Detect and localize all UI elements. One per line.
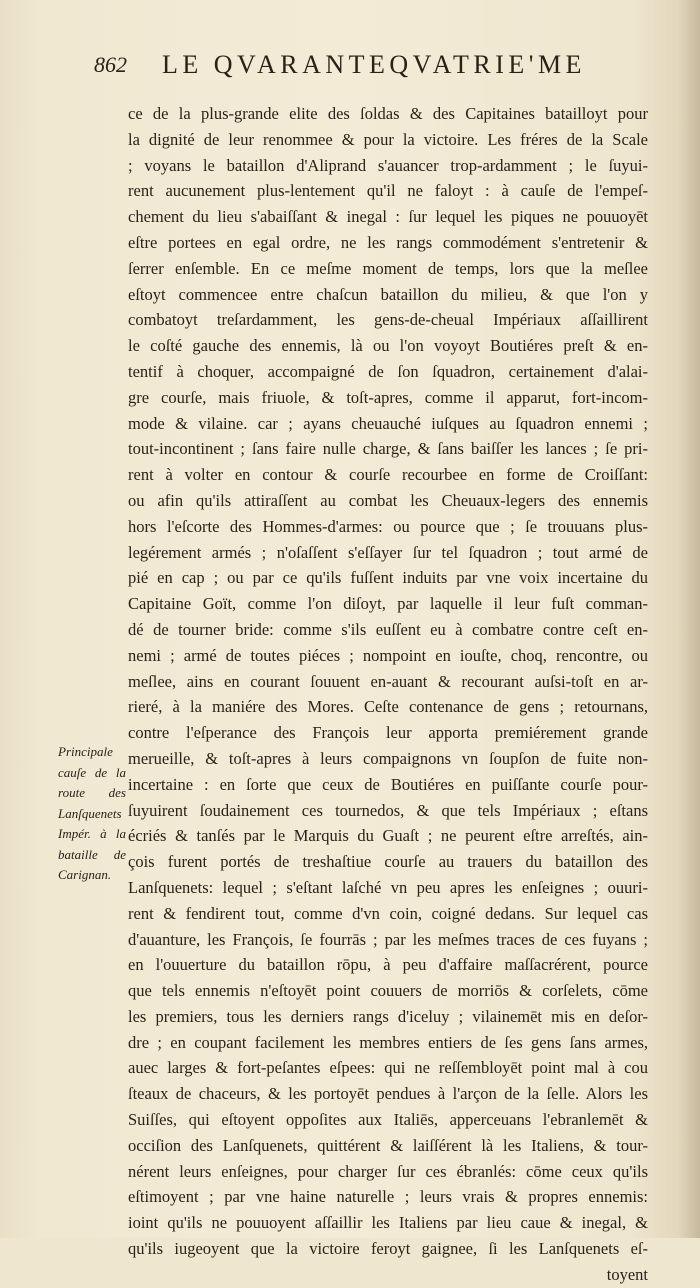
text-line: tout-incontinent ; ſans faire nulle charge, & ſans baiſſer les lances ; ſe pri- — [128, 439, 648, 459]
text-line: combatoyt treſardamment, les gens-de-cheual Impériaux aſſaillirent — [128, 310, 648, 330]
text-line: ſteaux de chaceurs, & les portoyēt pendues à l'arçon de la ſelle. Alors les — [128, 1084, 648, 1104]
text-line: le coſté gauche des ennemis, là ou l'on voyoyt Boutiéres preſt & en- — [128, 336, 648, 356]
margin-note-line: Principale — [58, 744, 113, 759]
text-line: contre l'eſperance des François leur apporta premiérement grande — [128, 723, 648, 743]
page-number: 862 — [94, 52, 127, 77]
text-line: rent à volter en contour & courſe recourbee en forme de Croiſſant: — [128, 465, 648, 485]
text-line: ſuyuirent ſoudainement ces tournedos, & que tels Impériaux ; eſtans — [128, 800, 648, 820]
text-line: eſtre portees en egal ordre, ne les rangs commodément s'entretenir & — [128, 232, 648, 252]
text-line: incertaine : en ſorte que ceux de Boutiéres en puiſſante courſe pour- — [128, 774, 648, 794]
page-header — [94, 46, 654, 86]
margin-note-line: Lanſquenets — [58, 805, 122, 821]
text-line: merueille, & toſt-apres à leurs compaignons vn ſoupſon de fuite non- — [128, 748, 648, 768]
margin-note-line: bataille de — [58, 846, 126, 862]
text-line: çois furent portés de treshaſtiue courſe au trauers du bataillon des — [128, 852, 648, 872]
text-line: Suiſſes, qui eſtoyent oppoſites aux Italiēs, apperceuans l'ebranlemēt & — [128, 1110, 648, 1130]
text-line: rent & fendirent tout, comme d'vn coin, coigné dedans. Sur lequel cas — [128, 903, 648, 923]
text-line: ce de la plus-grande elite des ſoldas & des Capitaines batailloyt pour — [128, 104, 648, 123]
text-line: que tels ennemis n'eſtoyēt point couuers de morriōs & corſelets, cōme — [128, 981, 648, 1001]
margin-note-line: cauſe de la — [58, 764, 126, 780]
margin-note — [58, 742, 126, 886]
text-line: nemi ; armé de toutes piéces ; nompoint en iouſte, choq, rencontre, ou — [128, 645, 648, 665]
text-line: chement du lieu s'abaiſſant & inegal : ſur lequel les piques ne pouuoyēt — [128, 207, 648, 227]
text-line: mode & vilaine. car ; ayans cheuauché iuſques au ſquadron ennemi ; — [128, 413, 648, 433]
text-line: ioint qu'ils ne pouuoyent aſſaillir les Italiens par lieu caue & inegal, & — [128, 1213, 648, 1233]
text-line: dé de tourner bride: comme s'ils euſſent eu à combatre contre ceſt en- — [128, 619, 648, 639]
text-line: tentif à choquer, accompaigné de ſon ſquadron, certainement d'alai- — [128, 361, 648, 381]
text-line: legérement armés ; n'oſaſſent s'eſſayer ſur tel ſquadron ; tout armé de — [128, 542, 648, 562]
body-text — [128, 101, 648, 1288]
text-line: dre ; en coupant facilement les membres entiers de ſes gens ſans armes, — [128, 1032, 648, 1052]
text-line: nérent leurs enſeignes, pour charger ſur ces ébranlés: cōme ceux qu'ils — [128, 1161, 648, 1181]
text-line: les premiers, tous les derniers rangs d'iceluy ; vilainemēt mis en deſor- — [128, 1006, 648, 1026]
text-line: écriés & tanſés par le Marquis du Guaſt ; ne peurent eſtre arreſtés, ain- — [128, 826, 648, 846]
text-line: qu'ils iugeoyent que la victoire feroyt gaignee, ſi les Lanſquenets eſ- — [128, 1239, 648, 1259]
running-title: LE QVARANTEQVATRIE'ME — [162, 50, 586, 79]
text-line: rieré, à la maniére des Mores. Ceſte contenance de gens ; retournans, — [128, 697, 648, 717]
text-line: ou afin qu'ils attiraſſent au combat les Cheuaux-legers des ennemis — [128, 490, 648, 510]
page-edge-shadow — [678, 0, 700, 1238]
text-line: Capitaine Goït, comme l'on diſoyt, par laquelle il leur fuſt comman- — [128, 594, 648, 614]
text-line: ; voyans le bataillon d'Aliprand s'auancer trop-ardamment ; le ſuyui- — [128, 155, 648, 175]
text-line: auec larges & fort-peſantes eſpees: qui ne reſſembloyēt point mal à cou — [128, 1058, 648, 1078]
text-line: Lanſquenets: lequel ; s'eſtant laſché vn peu apres les enſeignes ; ouuri- — [128, 877, 648, 897]
text-line: eſtimoyent ; par vne haine naturelle ; leurs vrais & propres ennemis: — [128, 1187, 648, 1207]
text-line: eſtoyt commencee entre chaſcun bataillon du milieu, & que l'on y — [128, 284, 648, 304]
margin-note-line: Carignan. — [58, 867, 112, 882]
text-line: en l'ouuerture du bataillon rōpu, à peu d'affaire maſſacrérent, pource — [128, 955, 648, 975]
text-line: pié en cap ; ou par ce qu'ils fuſſent induits par vne voix incertaine du — [128, 568, 648, 588]
text-line: hors l'eſcorte des Hommes-d'armes: ou pource que ; ſe trouuans plus- — [128, 516, 648, 536]
text-line: occiſion des Lanſquenets, quittérent & laiſſérent là les Italiens, & tour- — [128, 1135, 648, 1155]
text-line: d'auanture, les François, ſe fourrās ; par les meſmes traces de ces fuyans ; — [128, 929, 648, 949]
text-line: ſerrer enſemble. En ce meſme moment de temps, lors que la meſlee — [128, 258, 648, 278]
text-line: gre courſe, mais friuole, & toſt-apres, comme il apparut, fort-incom- — [128, 387, 648, 407]
margin-note-line: Impér. à la — [58, 826, 126, 841]
text-line: meſlee, ains en courant ſouuent en-auant & recourant auſsi-toſt en ar- — [128, 671, 648, 691]
text-line: toyent — [606, 1264, 648, 1284]
text-line: rent aucunement plus-lentement qu'il ne faloyt : à cauſe de l'empeſ- — [128, 181, 648, 201]
text-line: la dignité de leur renommee & pour la victoire. Les fréres de la Scale — [128, 129, 648, 149]
margin-note-line: route des — [58, 785, 126, 800]
